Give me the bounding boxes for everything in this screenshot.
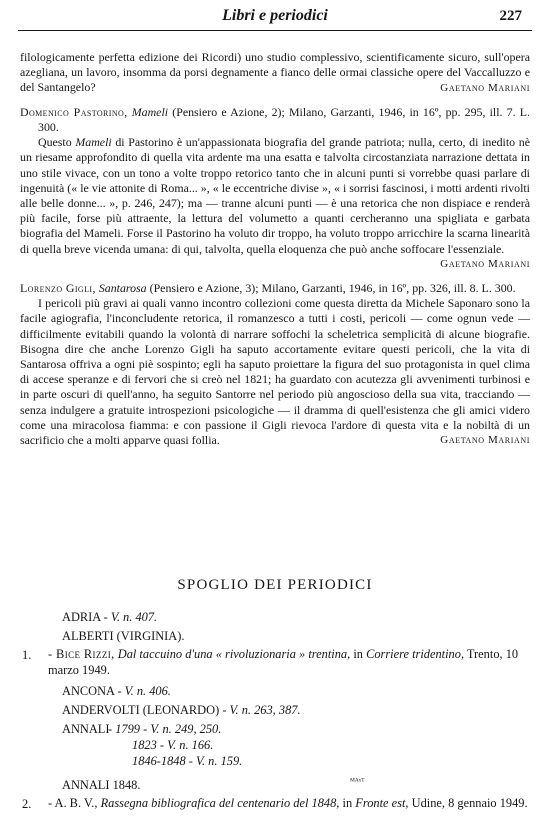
citation-in: in	[342, 796, 353, 810]
review-body: filologicamente perfetta edizione dei Ricordi) uno studio complessivo, scientificamente sicuro, sull'opera azegliana, un lavoro, insomma da porsi degnamente a fianco delle ormai classiche opere del Vaccalluzzo e del Santangelo?	[20, 50, 530, 95]
index-entry	[20, 608, 530, 627]
entry-author: Lorenzo Gigli,	[20, 281, 96, 296]
review-mameli	[20, 105, 530, 272]
entry-title: Mameli	[131, 104, 169, 119]
entry-ref: 1846-1848 - V. n. 159.	[132, 754, 243, 768]
entry-title: Santarosa	[98, 281, 147, 296]
review-santarosa	[20, 281, 530, 448]
index-citation	[20, 795, 530, 831]
citation-author: - Bice Rizzi,	[48, 647, 115, 661]
citation-title: Dal taccuino d'una « rivoluzionaria » trentina,	[117, 647, 351, 661]
review-body	[20, 135, 530, 257]
entry-keyword: ALBERTI (VIRGINIA).	[62, 629, 185, 643]
citation-place-date: Trento, 10 marzo 1949.	[48, 647, 519, 677]
index-entry	[20, 682, 530, 701]
index-subentry	[20, 752, 530, 776]
review-body: I pericoli più gravi ai quali vanno incontro collezioni come questa diretta da Michele Saponaro sono la facile agiografia, l'inconcludente retorica, il romanzesco a tutti i costi, pericoli — come ognun vede — difficilmente evitabili quando la volontà di narrare soffochi la scheletrica semplicità di alcune biografie. Bisogna dire che anche Lorenzo Gigli ha saputo accortamente evitare questi pericoli, che la vita di Santarosa offriva a ogni piè sospinto; egli ha saputo proiettare la figura del suo protagonista in quel clima di accese speranze e di fervori che si creò nel 1821; ha guardato con acutezza gli avvenimenti turbinosi e in parte oscuri di quell'anno, ha seguito Santorre nel periodo più angoscioso della sua vita, tracciando — senza indulgere a gratuite introspezioni psicologiche — il dramma di quell'esistenza che gli amici videro come una miracolosa fiamma: e con passione il Gigli rievoca l'ardore di questa vita e la nobiltà di un sacrificio che a molti apparve quasi follia.	[20, 296, 530, 448]
citation-title: Rassegna bibliografica del centenario del 1848,	[100, 796, 340, 810]
citation-number: 1.	[22, 648, 32, 662]
page-header	[18, 4, 532, 28]
index-entry	[20, 776, 530, 795]
body-text: di Pastorino è un'appassionata biografia del grande patriota; nulla, certo, di inedito nè un riesame approfondito di quella vita ardente ma una esatta e talvolta circostanziata narrazione dettata in uno stile vivace, con un tono a volte troppo retorico tanto che in alcuni punti si vorrebbe quasi parlare di ingenuità (« le vie attonite di Roma... », « le eccentriche divise », « i sorrisi fascinosi, i motti ardenti rivolti alle belle donne... », p. 246, 247); ma — tranne alcuni punti — è una retorica che non dispiace e renderà più facile, forse più attraente, la lettura del volumetto a quanti cercheranno una spigliata e garbata biografia del Mameli. Forse il Pastorino ha voluto dir troppo, ha voluto troppo arricchire la scarna linearità di quella breve vicenda umana: di qui, talvolta, quella eloquenza che può anche soffocare l'essenziale.	[20, 135, 530, 256]
review-signature: Gaetano Mariani	[440, 434, 530, 447]
header-rule	[18, 30, 532, 31]
review-continued	[20, 50, 530, 96]
index-entry	[20, 720, 530, 736]
entry-details: (Pensiero e Azione, 3); Milano, Garzanti, 1946, in 16º, pp. 326, ill. 8. L. 300.	[149, 281, 516, 296]
page-number: 227	[499, 8, 522, 24]
review-signature: Gaetano Mariani	[440, 257, 530, 270]
citation-journal: Corriere tridentino,	[366, 647, 465, 661]
citation-number: 2.	[22, 797, 32, 811]
entry-keyword: ADRIA	[62, 610, 101, 624]
citation-in: in	[353, 647, 363, 661]
citation-place-date: Udine, 8 gennaio 1949.	[411, 796, 528, 810]
entry-ref: - V. n. 406.	[117, 684, 171, 698]
review-signature: Gaetano Mariani	[440, 81, 530, 94]
citation-journal: Fronte est,	[355, 796, 409, 810]
review-entry	[20, 105, 530, 135]
ink-mark: ᴹᴬˣᵀ	[350, 776, 365, 786]
body-title: Mameli	[75, 135, 112, 150]
entry-keyword: ANCONA	[62, 684, 115, 698]
index-subentry	[20, 736, 530, 752]
entry-author: Domenico Pastorino,	[20, 104, 128, 119]
index-entry	[20, 627, 530, 646]
entry-ref: - V. n. 407.	[103, 610, 158, 624]
citation-author: - A. B. V.,	[48, 796, 98, 810]
entry-ref: - 1799 - V. n. 249, 250.	[108, 722, 222, 736]
review-entry	[20, 281, 530, 296]
entry-ref: - V. n. 263, 387.	[222, 703, 301, 717]
section-title: SPOGLIO DEI PERIODICI	[177, 577, 373, 593]
entry-keyword: ANNALI 1848.	[62, 778, 141, 792]
entry-ref: 1823 - V. n. 166.	[132, 738, 214, 752]
entry-details: (Pensiero e Azione, 2); Milano, Garzanti, 1946, in 16º, pp. 295, ill. 7. L. 300.	[38, 104, 530, 135]
entry-keyword: ANNALI	[62, 722, 110, 736]
index-entry	[20, 701, 530, 720]
reviews-section	[20, 50, 530, 457]
entry-keyword: ANDERVOLTI (LEONARDO)	[62, 703, 220, 717]
running-title: Libri e periodici	[222, 7, 328, 24]
index-citation	[20, 646, 530, 682]
periodicals-index	[20, 608, 530, 831]
body-start: Questo	[38, 135, 72, 150]
